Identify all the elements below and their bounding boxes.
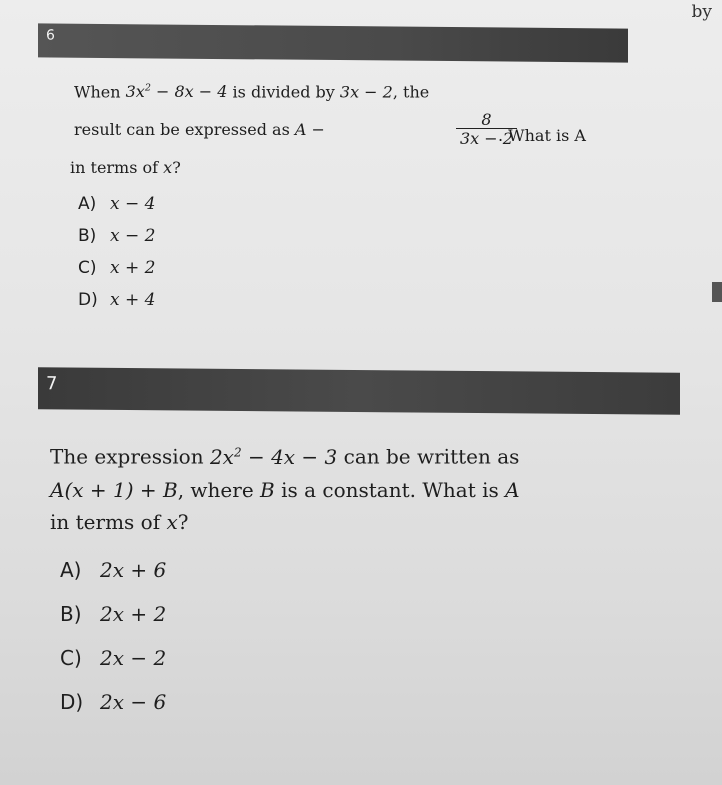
choice-d[interactable] (60, 690, 166, 714)
stem-text: is a constant. What is (274, 478, 506, 502)
stem-text: ? (177, 510, 189, 534)
page-edge-mark (712, 282, 722, 302)
stem-text: . What is A (498, 126, 586, 145)
corner-text: by (691, 2, 712, 22)
stem-expression: A − (294, 120, 325, 139)
stem-text: The expression (50, 444, 210, 469)
stem-expression: $3x^2 - 8x - 4$ (125, 82, 228, 102)
choice-letter: B) (78, 226, 97, 246)
choice-letter: C) (60, 646, 82, 670)
stem-line-2-end (498, 128, 586, 144)
stem-text: can be written as (337, 444, 520, 469)
stem-text: is divided by (227, 82, 340, 102)
choice-text: x + 2 (110, 258, 156, 278)
stem-line-1 (50, 446, 519, 467)
stem-text: ? (172, 158, 181, 177)
stem-expression: $2x^2 - 4x - 3$ (209, 444, 338, 469)
stem-expression: A(x + 1) + B (50, 478, 178, 502)
choice-b[interactable] (60, 602, 166, 626)
choice-text: 2x − 2 (100, 646, 167, 670)
choice-c[interactable] (60, 646, 166, 670)
stem-text: When (74, 82, 126, 102)
stem-variable: x (166, 510, 178, 534)
choice-b[interactable] (78, 226, 155, 246)
stem-line-1 (74, 84, 429, 100)
choice-letter: A) (78, 194, 97, 214)
choice-a[interactable] (78, 194, 155, 214)
question-7-header (38, 367, 680, 415)
stem-line-3 (50, 512, 188, 532)
stem-text: , where (177, 478, 261, 502)
question-6-header (38, 23, 628, 62)
choice-letter: C) (78, 258, 97, 278)
stem-divisor: 3x − 2 (339, 82, 393, 102)
choice-text: x + 4 (110, 290, 156, 310)
stem-text: result can be expressed as (74, 120, 295, 139)
choice-a[interactable] (60, 558, 166, 582)
choice-text: 2x + 6 (100, 558, 167, 582)
stem-text: in terms of (50, 510, 167, 534)
choice-text: x − 2 (110, 226, 156, 246)
stem-text: , the (392, 82, 430, 102)
question-number: 6 (46, 27, 55, 44)
choice-d[interactable] (78, 290, 155, 310)
stem-variable: x (163, 158, 173, 177)
choice-letter: A) (60, 558, 82, 582)
stem-line-2 (74, 122, 325, 138)
stem-variable: B (260, 478, 275, 502)
choice-letter: D) (60, 690, 84, 714)
choice-text: 2x + 2 (100, 602, 167, 626)
choice-letter: D) (78, 290, 98, 310)
fraction-numerator: 8 (481, 110, 492, 129)
stem-line-2 (50, 480, 520, 500)
choice-text: x − 4 (110, 194, 156, 214)
choice-c[interactable] (78, 258, 155, 278)
choice-text: 2x − 6 (100, 690, 167, 714)
question-number: 7 (46, 373, 58, 395)
stem-text: in terms of (70, 158, 164, 177)
stem-line-3 (70, 160, 181, 176)
stem-variable: A (505, 478, 520, 502)
choice-letter: B) (60, 602, 82, 626)
fraction-denominator: 3x − 2 (456, 128, 517, 147)
